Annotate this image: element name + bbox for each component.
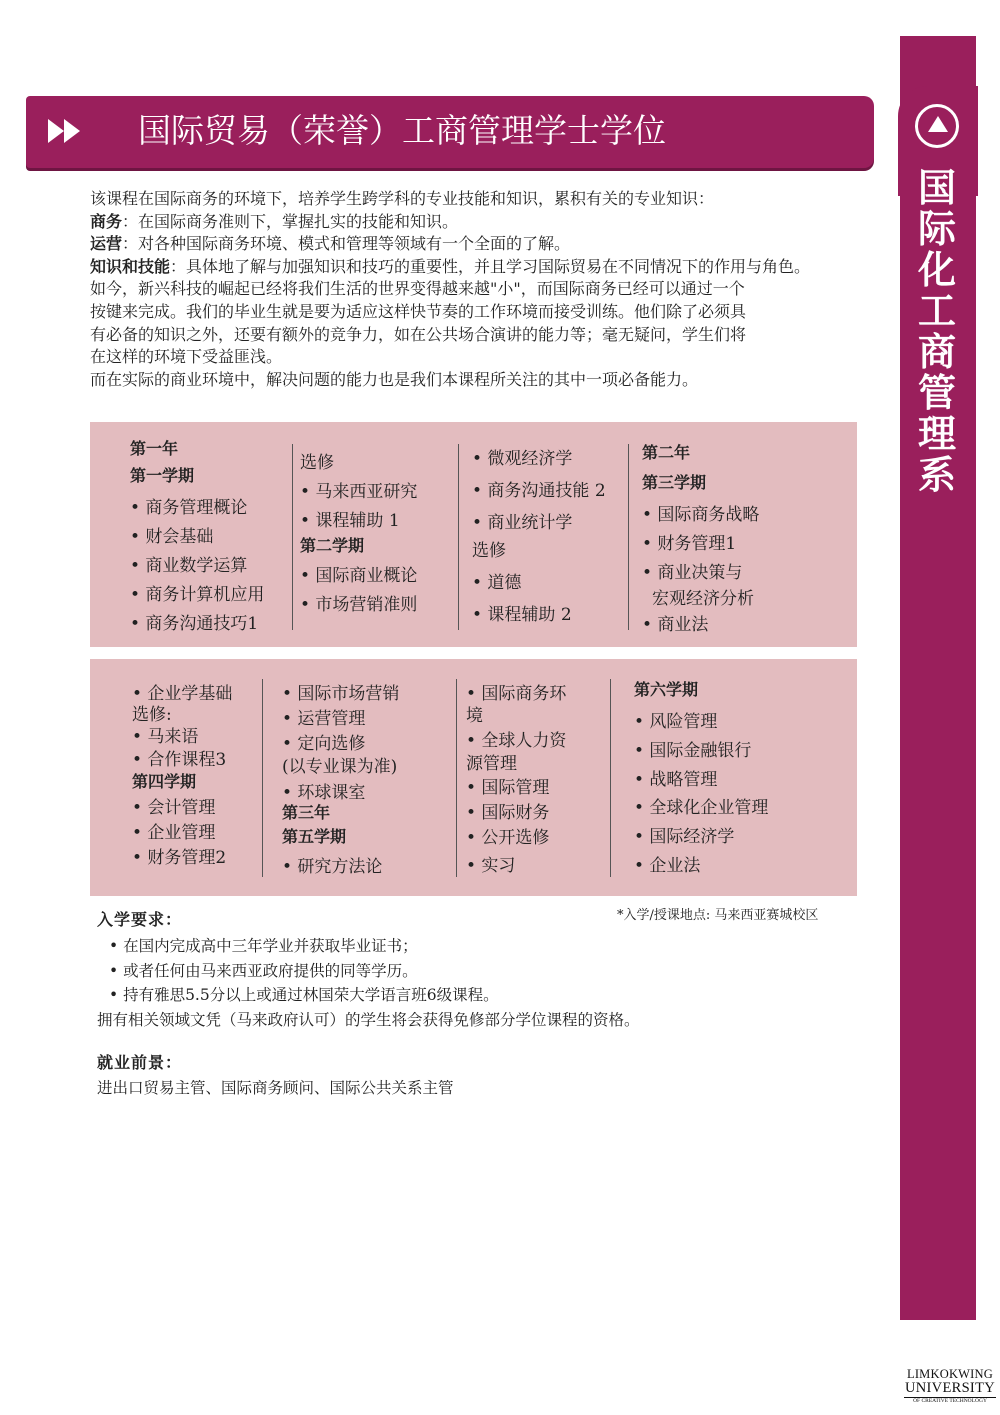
semester-heading: 第四学期	[132, 772, 197, 791]
course-item: • 公开选修	[466, 828, 550, 848]
course-box-year2-3	[90, 659, 857, 896]
campus-note: *入学/授课地点: 马来西亚赛城校区	[617, 908, 819, 923]
course-item: • 国际市场营销	[282, 684, 400, 704]
column-divider	[292, 444, 293, 630]
course-item: • 实习	[466, 856, 516, 876]
course-item: • 国际金融银行	[634, 741, 752, 761]
course-item: • 商务沟通技巧1	[130, 614, 259, 634]
up-triangle-icon	[915, 104, 959, 148]
course-item: • 商业数学运算	[130, 556, 248, 576]
course-item: • 商业决策与	[642, 563, 743, 583]
course-item: • 财务管理2	[132, 848, 227, 868]
intro-label: 运营	[90, 234, 123, 254]
course-column	[634, 677, 768, 880]
course-column	[642, 440, 759, 639]
intro-line	[90, 256, 880, 279]
course-item: • 企业法	[634, 856, 701, 876]
course-column	[472, 444, 606, 632]
intro-text: ：对各种国际商务环境、模式和管理等领域有一个全面的了解。	[122, 234, 571, 254]
year-heading: 第二年	[642, 443, 691, 462]
logo-line: UNIVERSITY	[905, 1380, 995, 1396]
course-item: • 环球课室	[282, 783, 366, 803]
column-divider	[628, 444, 629, 630]
course-item: • 国际管理	[466, 778, 550, 798]
course-column	[466, 679, 566, 876]
course-item-continued: 源管理	[466, 754, 517, 774]
course-item: • 商业统计学	[472, 513, 573, 533]
requirement-extra: 拥有相关领域文凭（马来政府认可）的学生将会获得免修部分学位课程的资格。	[97, 1010, 640, 1029]
course-item: • 运营管理	[282, 709, 366, 729]
intro-line: 该课程在国际商务的环境下，培养学生跨学科的专业技能和知识，累积有关的专业知识：	[90, 189, 715, 208]
elective-heading: 选修:	[132, 705, 172, 725]
course-item: • 全球化企业管理	[634, 798, 769, 818]
course-item: • 企业学基础	[132, 684, 233, 704]
intro-line	[90, 233, 880, 256]
intro-label: 商务	[90, 211, 123, 231]
intro-line: 而在实际的商业环境中，解决问题的能力也是我们本课程所关注的其中一项必备能力。	[90, 369, 699, 389]
column-divider	[262, 679, 263, 877]
logo-line: LIMKOKWING	[906, 1367, 993, 1381]
requirement-item: • 或者任何由马来西亚政府提供的同等学历。	[109, 961, 418, 980]
intro-line: 在这样的环境下受益匪浅。	[90, 347, 283, 367]
course-item: • 商务管理概论	[130, 498, 248, 518]
column-divider	[610, 679, 611, 877]
column-divider	[456, 679, 457, 877]
page-title: 国际贸易（荣誉）工商管理学士学位	[138, 111, 666, 150]
course-item: • 企业管理	[132, 823, 216, 843]
title-bar	[26, 96, 874, 168]
course-item: • 微观经济学	[472, 449, 573, 469]
course-item: • 全球人力资	[466, 731, 567, 751]
career-title: 就业前景：	[97, 1053, 183, 1072]
column-divider	[458, 444, 459, 630]
course-item: • 国际经济学	[634, 827, 735, 847]
course-item-continued: 境	[466, 706, 483, 726]
intro-line: 按键来完成。我们的毕业生就是要为适应这样快节奏的工作环境而接受训练。他们除了必须具	[90, 301, 747, 321]
semester-heading: 第一学期	[130, 466, 195, 485]
course-item: • 国际商务环	[466, 684, 567, 704]
side-tab-label: 国际化工商管理系	[917, 166, 956, 497]
course-item: • 研究方法论	[282, 857, 383, 877]
semester-heading: 第六学期	[634, 680, 699, 699]
course-item: • 市场营销准则	[300, 595, 418, 615]
intro-text: ：在国际商务准则下，掌握扎实的技能和知识。	[122, 211, 459, 231]
requirement-item: • 在国内完成高中三年学业并获取毕业证书；	[109, 937, 418, 955]
semester-heading: 第二学期	[300, 536, 365, 555]
double-arrow-icon	[48, 116, 80, 146]
course-item: • 马来语	[132, 727, 199, 747]
course-item: • 商务计算机应用	[130, 585, 265, 605]
course-item: • 会计管理	[132, 798, 216, 818]
course-column	[282, 679, 399, 877]
course-item: • 道德	[472, 573, 522, 593]
course-item: • 财会基础	[130, 527, 214, 547]
course-item: • 商务沟通技能 2	[472, 481, 606, 501]
university-logo	[904, 1368, 996, 1410]
elective-heading: 选修	[472, 541, 506, 561]
intro-line: 如今，新兴科技的崛起已经将我们生活的世界变得越来越"小"，而国际商务已经可以通过一个	[90, 279, 745, 299]
intro-text: ：具体地了解与加强知识和技巧的重要性，并且学习国际贸易在不同情况下的作用与角色。	[170, 256, 811, 276]
course-item: • 战略管理	[634, 770, 718, 790]
logo-line: OF CREATIVE TECHNOLOGY	[904, 1397, 996, 1405]
course-item: • 国际商务战略	[642, 505, 760, 525]
course-item-continued: 宏观经济分析	[652, 589, 754, 609]
course-item: • 风险管理	[634, 712, 718, 732]
career-text: 进出口贸易主管、国际商务顾问、国际公共关系主管	[97, 1079, 454, 1097]
elective-heading: 选修	[300, 453, 334, 473]
course-box-year1	[90, 422, 857, 647]
course-column	[300, 448, 417, 619]
intro-label: 知识和技能	[90, 256, 171, 276]
course-item: • 定向选修	[282, 734, 366, 754]
course-item: • 商业法	[642, 615, 709, 635]
course-item: • 财务管理1	[642, 534, 737, 554]
course-item-continued: (以专业课为准)	[282, 757, 398, 777]
course-item: • 国际财务	[466, 803, 550, 823]
course-item: • 国际商业概论	[300, 566, 418, 586]
course-item: • 课程辅助 2	[472, 605, 572, 625]
year-heading: 第三年	[282, 803, 331, 822]
intro-section	[90, 188, 880, 391]
year-heading: 第一年	[130, 439, 179, 458]
intro-line	[90, 211, 880, 234]
course-column	[130, 436, 264, 638]
semester-heading: 第三学期	[642, 473, 707, 492]
requirements-title: 入学要求：	[97, 910, 183, 929]
requirements-list	[97, 934, 640, 1032]
course-item: • 合作课程3	[132, 750, 227, 770]
course-column	[132, 679, 232, 868]
requirement-item: • 持有雅思5.5分以上或通过林国荣大学语言班6级课程。	[109, 986, 499, 1004]
intro-line: 有必备的知识之外，还要有额外的竞争力，如在公共场合演讲的能力等；毫无疑问，学生们将	[90, 324, 747, 344]
course-item: • 马来西亚研究	[300, 482, 418, 502]
course-item: • 课程辅助 1	[300, 511, 400, 531]
semester-heading: 第五学期	[282, 827, 347, 846]
